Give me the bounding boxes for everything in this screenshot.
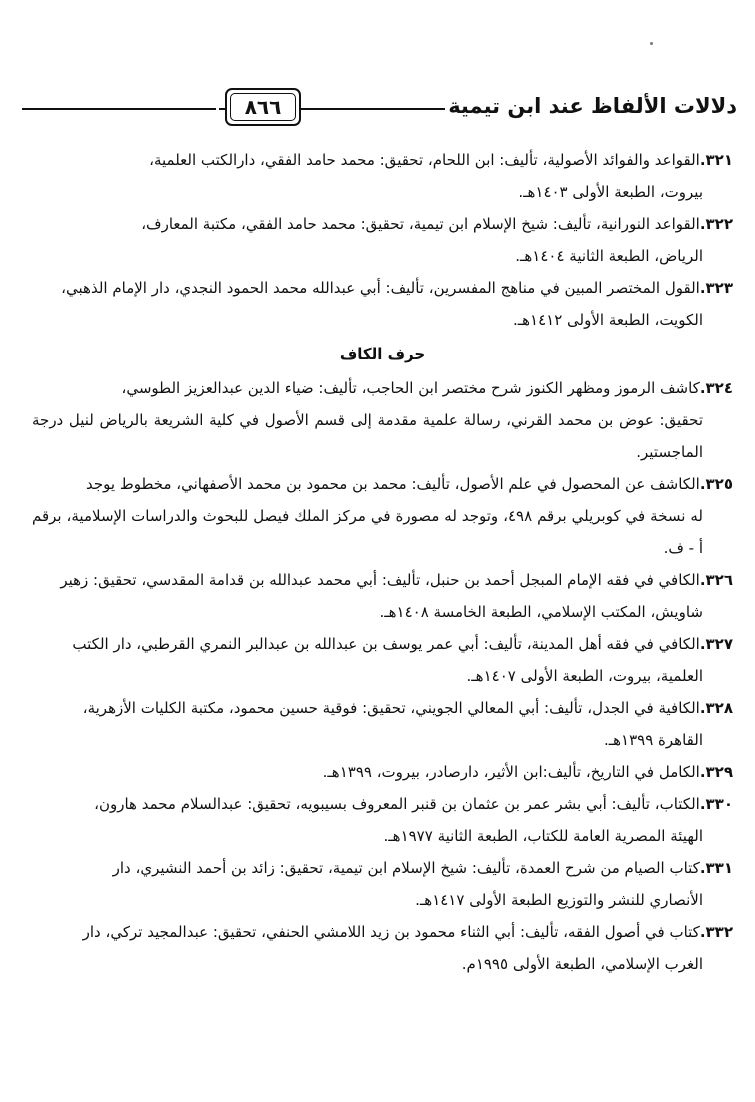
entry-number: ٣٢٤.	[699, 379, 733, 397]
entry-continuation: الغرب الإسلامي، الطبعة الأولى ١٩٩٥م.	[461, 955, 703, 973]
entry-text: القول المختصر المبين في مناهج المفسرين، تأليف: أبي عبدالله محمد الحمود النجدي، دار الإمام الذهبي،	[61, 279, 700, 297]
bibliography-entry	[32, 468, 733, 564]
entry-number: ٣٢٥.	[699, 475, 733, 493]
entry-continuation: العلمية، بيروت، الطبعة الأولى ١٤٠٧هـ.	[466, 667, 703, 685]
entry-number: ٣٣٢.	[699, 923, 733, 941]
bibliography-entry	[32, 628, 733, 692]
bibliography-list	[32, 144, 733, 980]
bibliography-entry	[32, 692, 733, 756]
entry-text: كتاب الصيام من شرح العمدة، تأليف: شيخ الإسلام ابن تيمية، تحقيق: زائد بن أحمد النشيري، دار	[112, 859, 700, 877]
entry-text: كتاب في أصول الفقه، تأليف: أبي الثناء محمود بن زيد اللامشي الحنفي، تحقيق: عبدالمجيد تركي، دار	[82, 923, 700, 941]
entries-group-before	[32, 144, 733, 336]
entry-continuation: بيروت، الطبعة الأولى ١٤٠٣هـ.	[518, 183, 703, 201]
entry-continuation: الكويت، الطبعة الأولى ١٤١٢هـ.	[512, 311, 703, 329]
entry-number: ٣٢٢.	[699, 215, 733, 233]
header-title: دلالات الألفاظ عند ابن تيمية	[448, 94, 737, 118]
entry-number: ٣٢٨.	[699, 699, 733, 717]
entry-continuation: الأنصاري للنشر والتوزيع الطبعة الأولى ١٤١٧هـ.	[415, 891, 703, 909]
bibliography-entry	[32, 564, 733, 628]
bibliography-entry	[32, 756, 733, 788]
entry-text: القواعد والفوائد الأصولية، تأليف: ابن اللحام، تحقيق: محمد حامد الفقي، دارالكتب العلمية،	[149, 151, 700, 169]
entry-number: ٣٢٧.	[699, 635, 733, 653]
entry-number: ٣٢٣.	[699, 279, 733, 297]
entry-text: كاشف الرموز ومظهر الكنوز شرح مختصر ابن الحاجب، تأليف: ضياء الدين عبدالعزيز الطوسي،	[121, 379, 700, 397]
page-number: ٨٦٦	[225, 88, 301, 126]
entry-continuation: تحقيق: عوض بن محمد القرني، رسالة علمية مقدمة إلى قسم الأصول في كلية الشريعة بالرياض لنيل درجة الماجستير.	[32, 411, 703, 461]
entry-number: ٣٣١.	[699, 859, 733, 877]
entry-number: ٣٢٩.	[699, 763, 733, 781]
section-heading: حرف الكاف	[339, 345, 426, 363]
entry-continuation: الرياض، الطبعة الثانية ١٤٠٤هـ.	[515, 247, 703, 265]
entry-text: القواعد النورانية، تأليف: شيخ الإسلام ابن تيمية، تحقيق: محمد حامد الفقي، مكتبة المعارف،	[141, 215, 700, 233]
scan-speck	[650, 42, 653, 45]
entry-text: الكامل في التاريخ، تأليف:ابن الأثير، دارصادر، بيروت، ١٣٩٩هـ.	[322, 763, 700, 781]
header-rule-left	[22, 108, 216, 110]
entry-text: الكافي في فقه الإمام المبجل أحمد بن حنبل، تأليف: أبي محمد عبدالله بن قدامة المقدسي، تحقيق: زهير	[60, 571, 700, 589]
entry-text: الكافي في فقه أهل المدينة، تأليف: أبي عمر يوسف بن عبدالله بن عبدالبر النمري القرطبي، دار الكتب	[72, 635, 700, 653]
entry-text: الكافية في الجدل، تأليف: أبي المعالي الجويني، تحقيق: فوقية حسين محمود، مكتبة الكليات الأزهرية،	[82, 699, 700, 717]
bibliography-entry	[32, 852, 733, 916]
bibliography-entry	[32, 788, 733, 852]
bibliography-entry	[32, 372, 733, 468]
entry-continuation: شاويش، المكتب الإسلامي، الطبعة الخامسة ١٤٠٨هـ.	[379, 603, 703, 621]
entry-number: ٣٣٠.	[699, 795, 733, 813]
bibliography-entry	[32, 144, 733, 208]
bibliography-entry	[32, 208, 733, 272]
entry-number: ٣٢٦.	[699, 571, 733, 589]
entry-text: الكتاب، تأليف: أبي بشر عمر بن عثمان بن قنبر المعروف بسيبويه، تحقيق: عبدالسلام محمد هارون،	[94, 795, 700, 813]
entry-text: الكاشف عن المحصول في علم الأصول، تأليف: محمد بن محمود بن محمد الأصفهاني، مخطوط يوجد	[86, 475, 700, 493]
bibliography-entry	[32, 272, 733, 336]
entry-continuation: القاهرة ١٣٩٩هـ.	[603, 731, 703, 749]
bibliography-entry	[32, 916, 733, 980]
entries-group-after	[32, 372, 733, 980]
running-header	[22, 88, 737, 126]
entry-continuation: له نسخة في كوبريلي برقم ٤٩٨، وتوجد له مصورة في مركز الملك فيصل للبحوث والدراسات الإسلامية، برقم أ - ف.	[32, 507, 703, 557]
entry-number: ٣٢١.	[699, 151, 733, 169]
entry-continuation: الهيئة المصرية العامة للكتاب، الطبعة الثانية ١٩٧٧هـ.	[383, 827, 703, 845]
